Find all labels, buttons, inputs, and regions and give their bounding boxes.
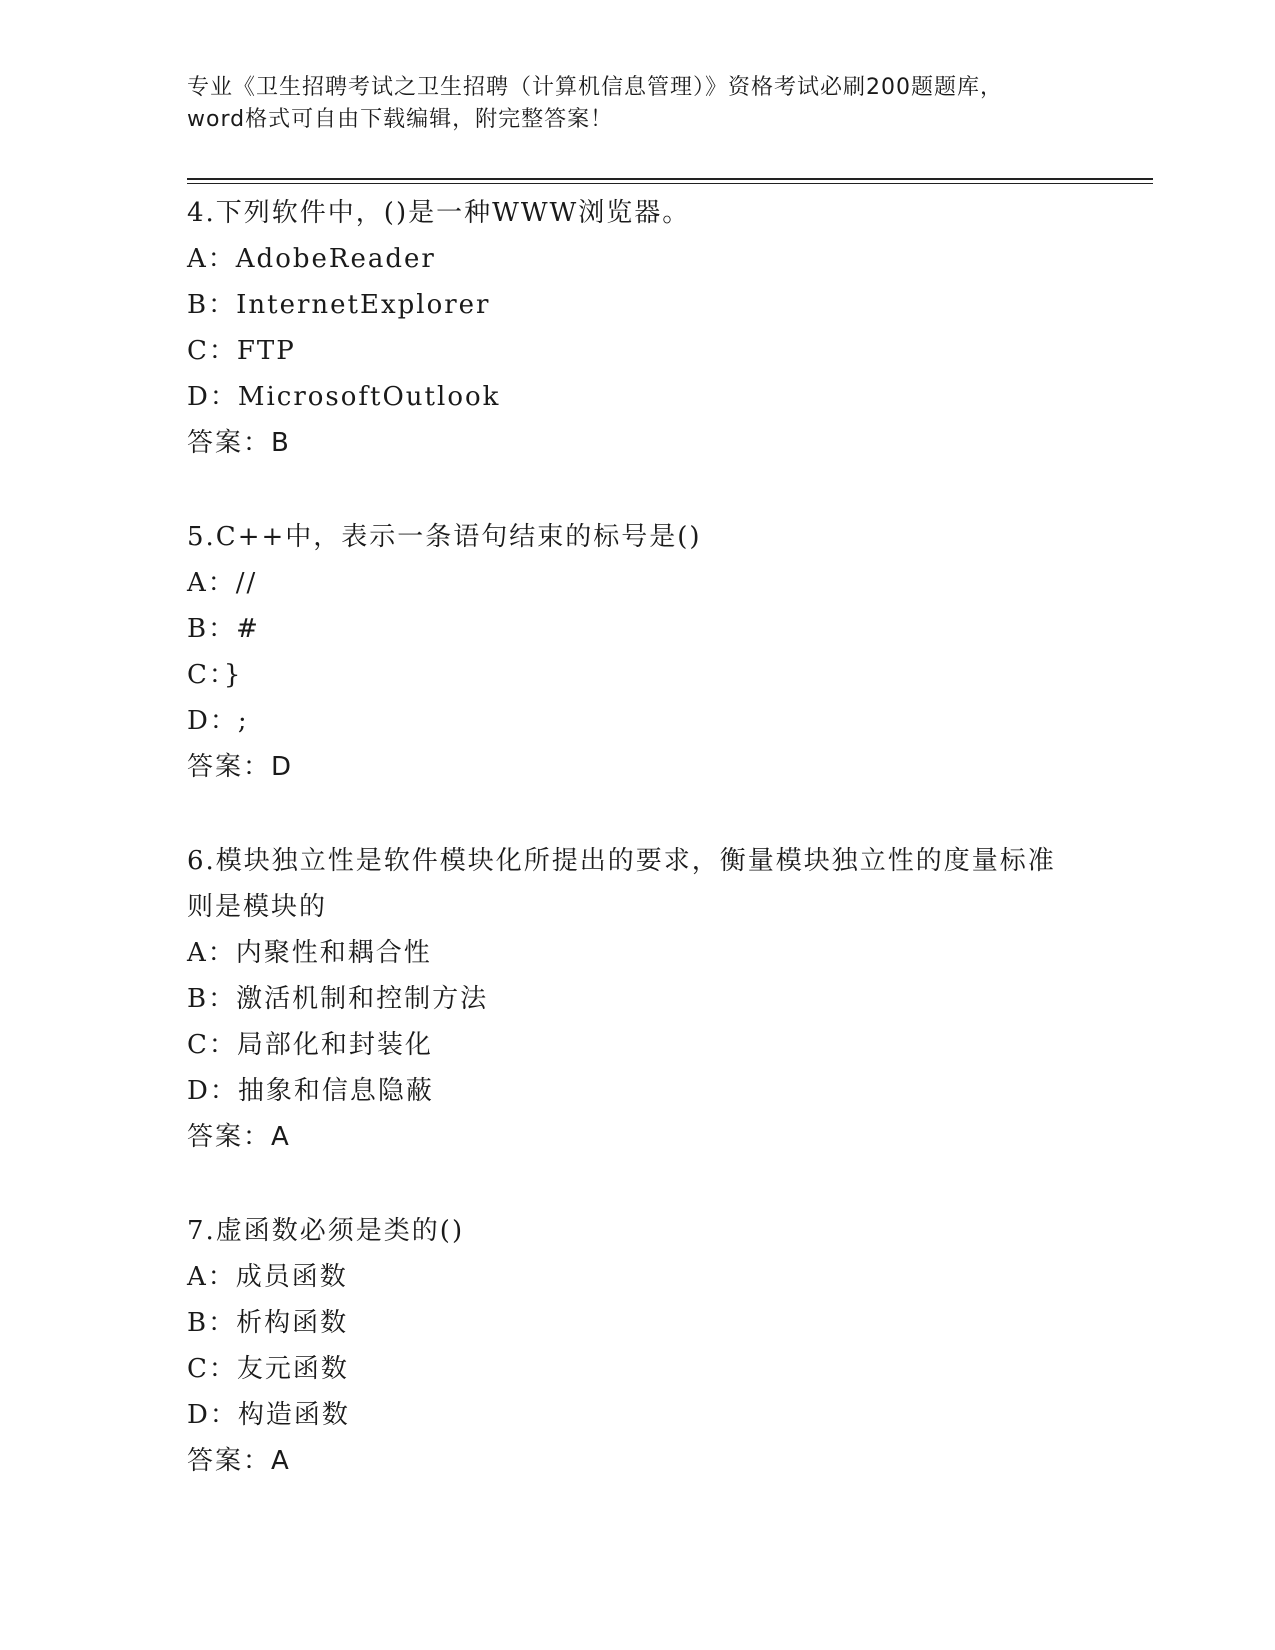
header-divider-thick	[187, 178, 1153, 180]
option-a: A：成员函数	[187, 1262, 348, 1292]
answer-line: 答案：B	[187, 428, 291, 458]
question-4	[187, 190, 1087, 466]
option-a: A：//	[187, 568, 258, 598]
option-d: D：抽象和信息隐蔽	[187, 1076, 434, 1106]
question-list	[187, 190, 1087, 1532]
question-6	[187, 838, 1087, 1160]
option-d: D：MicrosoftOutlook	[187, 382, 501, 412]
option-c: C：}	[187, 660, 243, 690]
option-b: B：InternetExplorer	[187, 290, 491, 320]
option-d: D：构造函数	[187, 1400, 350, 1430]
option-c: C：FTP	[187, 336, 296, 366]
option-a: A：内聚性和耦合性	[187, 938, 432, 968]
option-b: B：析构函数	[187, 1308, 349, 1338]
header-divider-thin	[187, 183, 1153, 184]
document-header	[187, 72, 1087, 136]
answer-line: 答案：D	[187, 752, 294, 782]
answer-line: 答案：A	[187, 1122, 291, 1152]
option-b: B：激活机制和控制方法	[187, 984, 489, 1014]
question-stem: 7.虚函数必须是类的()	[187, 1216, 465, 1246]
option-d: D：;	[187, 706, 249, 736]
option-c: C：友元函数	[187, 1354, 349, 1384]
question-stem: 6.模块独立性是软件模块化所提出的要求，衡量模块独立性的度量标准则是模块的	[187, 846, 1056, 922]
option-a: A：AdobeReader	[187, 244, 436, 274]
question-stem: 5.C++中，表示一条语句结束的标号是()	[187, 522, 702, 552]
question-7	[187, 1208, 1087, 1484]
question-stem: 4.下列软件中，()是一种WWW浏览器。	[187, 198, 691, 228]
option-b: B：#	[187, 614, 260, 644]
option-c: C：局部化和封装化	[187, 1030, 433, 1060]
question-5	[187, 514, 1087, 790]
header-line-2: word格式可自由下载编辑，附完整答案！	[187, 107, 614, 132]
header-line-1: 专业《卫生招聘考试之卫生招聘（计算机信息管理）》资格考试必刷200题题库，	[187, 75, 1003, 100]
answer-line: 答案：A	[187, 1446, 291, 1476]
